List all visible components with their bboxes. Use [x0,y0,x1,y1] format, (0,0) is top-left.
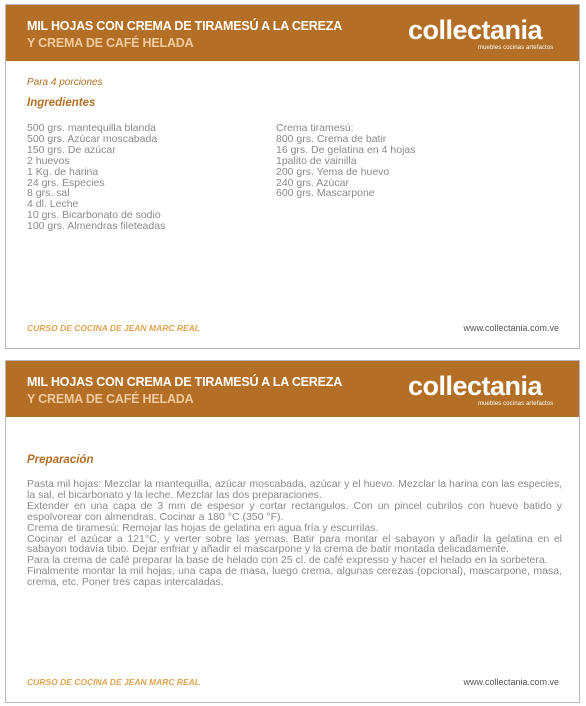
ingredient-item: 16 grs. De gelatina en 4 hojas [276,143,416,156]
recipe-title-line1: MIL HOJAS CON CREMA DE TIRAMESÚ A LA CEREZA [27,19,343,33]
ingredient-item: 100 grs. Almendras fileteadas [27,220,166,233]
recipe-card-ingredients [5,4,580,349]
preparation-paragraph: Pasta mil hojas: Mezclar la mantequilla, azúcar moscabada, azúcar y el huevo. Mezclar la harina con las especies, la sal, el bicarbonato y la leche. Mezclar las dos preparaciones. [27,478,562,501]
ingredient-item: 1palito de vainilla [276,154,357,167]
ingredient-item: 800 grs. Crema de batir [276,132,387,145]
ingredient-item: 500 grs. Azúcar moscabada [27,132,158,145]
preparation-paragraph: Cocinar el azúcar a 121°C, y verter sobre las yemas. Batir para montar el sabayon y añadir la gelatina en el sabayon todavía tibio. Dejar enfriar y añadir el mascarpone y la crema de batir montada delicadamente. [27,532,562,556]
section-title-preparacion: Preparación [27,454,94,466]
ingredient-item: 150 grs. De azúcar [27,143,116,156]
logo-tagline: muebles cocinas artefactos [478,45,554,51]
course-credit: CURSO DE COCINA DE JEAN MARC REAL [27,323,201,333]
ingredient-item: 600 grs. Mascarpone [276,187,375,200]
recipe-title-line2: Y CREMA DE CAFÉ HELADA [27,392,194,406]
preparation-paragraph: Crema de tiramesú: Remojar las hojas de gelatina en agua fría y escurrilas. [27,521,379,534]
ingredient-item: 8 grs. sal [27,187,70,200]
course-credit: CURSO DE COCINA DE JEAN MARC REAL [27,677,201,687]
portions-label: Para 4 porciones [27,77,103,88]
card-header [6,361,579,417]
logo-wordmark: collectania [408,15,543,45]
recipe-title-line2: Y CREMA DE CAFÉ HELADA [27,36,194,50]
section-title-ingredientes: Ingredientes [27,97,96,109]
recipe-title-line1: MIL HOJAS CON CREMA DE TIRAMESÚ A LA CEREZA [27,375,343,389]
preparation-paragraph: Para la crema de café preparar la base de helado con 25 cl. de café expresso y hacer el helado en la sorbetera. [27,554,548,567]
recipe-card-preparation [5,360,580,703]
ingredient-item: 240 grs. Azúcar [276,176,349,189]
logo-wordmark: collectania [408,371,543,401]
preparation-paragraph: Finalmente montar la mil hojas, una capa de masa, luego crema, algunas cerezas (opcional), mascarpone, masa, crema, etc. Poner tres capas intercaladas. [27,565,562,589]
ingredient-item: 200 grs. Yema de huevo [276,165,390,178]
logo-tagline: muebles cocinas artefactos [478,401,554,407]
collectania-logo [408,15,568,57]
preparation-steps [27,479,562,588]
ingredient-item: Crema tiramesú: [276,122,354,134]
ingredients-list-right [276,123,416,199]
website-url: www.collectania.com.ve [463,677,559,687]
card-header [6,5,579,61]
ingredient-item: 500 grs. mantequilla blanda [27,122,157,134]
preparation-paragraph: Extender en una capa de 3 mm de espesor y cortar rectangulos. Con un pincel cubrilos con huevo batido y espolvorear con almendras. Cocinar a 180 °C (350 °F). [27,499,562,523]
collectania-logo [408,371,568,413]
website-url: www.collectania.com.ve [463,323,559,333]
ingredient-item: 4 dl. Leche [27,198,79,211]
ingredient-item: 10 grs. Bicarbonato de sodio [27,209,161,222]
ingredient-item: 2 huevos [27,154,70,167]
ingredient-item: 24 grs. Especies [27,176,105,189]
ingredients-list-left [27,123,165,232]
ingredient-item: 1 Kg. de harina [27,165,99,178]
